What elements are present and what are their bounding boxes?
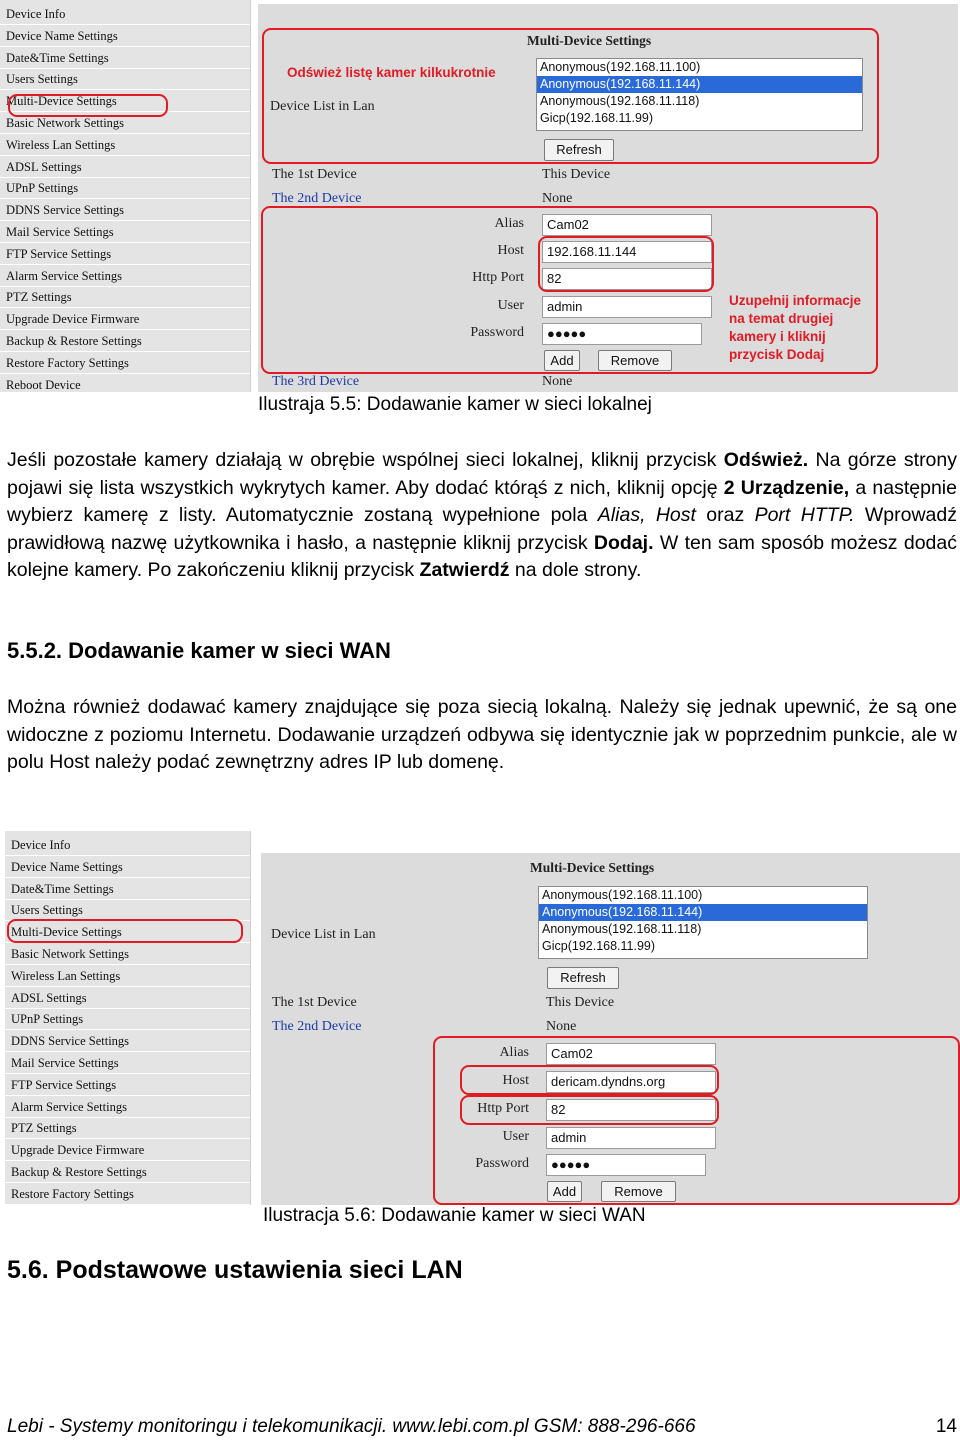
menu-item[interactable]: Mail Service Settings	[0, 222, 250, 243]
alias-label: Alias	[494, 216, 524, 231]
http-port-label: Http Port	[472, 270, 524, 285]
fill-in-note-line: przycisk Dodaj	[729, 347, 825, 362]
section-heading: 5.6. Podstawowe ustawienia sieci LAN	[7, 1256, 463, 1284]
host-highlight	[460, 1065, 719, 1095]
menu-item[interactable]: UPnP Settings	[5, 1009, 250, 1030]
menu-item[interactable]: DDNS Service Settings	[0, 200, 250, 221]
italic-run: Port HTTP.	[754, 504, 855, 526]
menu-item[interactable]: UPnP Settings	[0, 178, 250, 199]
remove-button[interactable]: Remove	[598, 350, 672, 371]
menu-highlight	[8, 94, 168, 117]
text-run: W ten sam sposób możesz dodać kolejne kamery. Po zakończeniu kliknij przycisk	[7, 531, 957, 581]
second-device-value: None	[542, 191, 573, 206]
menu-item[interactable]: Upgrade Device Firmware	[5, 1140, 250, 1161]
menu-highlight	[7, 919, 243, 943]
settings-menu	[5, 831, 251, 1205]
device-list-item[interactable]: Anonymous(192.168.11.144)	[539, 904, 867, 921]
second-device-value: None	[546, 1019, 577, 1034]
device-list-item[interactable]: Anonymous(192.168.11.144)	[537, 76, 862, 93]
page-number: 14	[935, 1416, 957, 1437]
page-footer: Lebi - Systemy monitoringu i telekomunikacji. www.lebi.com.pl GSM: 888-296-666	[7, 1416, 696, 1437]
first-device-label: The 1st Device	[272, 995, 357, 1010]
menu-item[interactable]: Basic Network Settings	[0, 113, 250, 134]
bold-run: 2 Urządzenie,	[723, 476, 850, 499]
menu-item[interactable]: Mail Service Settings	[5, 1053, 250, 1074]
figure-caption: Ilustraja 5.5: Dodawanie kamer w sieci lokalnej	[258, 394, 652, 415]
device-list-label: Device List in Lan	[271, 927, 376, 942]
refresh-button[interactable]: Refresh	[547, 967, 619, 989]
bold-run: Dodaj.	[593, 531, 654, 554]
menu-item[interactable]: Alarm Service Settings	[0, 266, 250, 287]
body-paragraph	[7, 447, 957, 585]
menu-item[interactable]: Upgrade Device Firmware	[0, 309, 250, 330]
http-port-field[interactable]: 82	[546, 1099, 716, 1121]
alias-label: Alias	[499, 1045, 529, 1060]
alias-field[interactable]: Cam02	[542, 214, 712, 236]
add-button[interactable]: Add	[547, 1181, 582, 1202]
menu-item[interactable]: Alarm Service Settings	[5, 1097, 250, 1118]
text-run: Wprowadź prawidłową nazwę użytkownika i hasło, a następnie kliknij przycisk	[7, 504, 957, 554]
text-run: na dole strony.	[509, 559, 642, 581]
fill-in-note-line: na temat drugiej	[729, 311, 834, 326]
menu-item[interactable]: Restore Factory Settings	[5, 1184, 250, 1205]
user-field[interactable]: admin	[546, 1127, 716, 1149]
http-port-field[interactable]: 82	[542, 268, 712, 290]
host-field[interactable]: 192.168.11.144	[542, 241, 712, 263]
remove-button[interactable]: Remove	[601, 1181, 676, 1202]
bold-run: Zatwierdź	[419, 559, 510, 581]
host-field[interactable]: dericam.dyndns.org	[546, 1071, 716, 1093]
figure-lan-screenshot	[0, 0, 960, 392]
user-field[interactable]: admin	[542, 296, 712, 318]
device-list-item[interactable]: Anonymous(192.168.11.100)	[542, 888, 703, 902]
menu-item[interactable]: Date&Time Settings	[0, 48, 250, 69]
refresh-note: Odśwież listę kamer kilkukrotnie	[287, 65, 496, 80]
settings-menu	[0, 0, 251, 392]
first-device-value: This Device	[542, 167, 611, 182]
menu-item[interactable]: Multi-Device Settings	[0, 91, 250, 112]
password-label: Password	[470, 325, 524, 340]
first-device-label: The 1st Device	[272, 167, 357, 182]
menu-item[interactable]: Backup & Restore Settings	[0, 331, 250, 352]
menu-item[interactable]: Backup & Restore Settings	[5, 1162, 250, 1183]
host-label: Host	[502, 1073, 529, 1088]
device-list-item[interactable]: Gicp(192.168.11.99)	[542, 939, 656, 953]
section-heading: 5.5.2. Dodawanie kamer w sieci WAN	[7, 638, 391, 663]
text-run: Na górze strony pojawi się lista wszystkich wykrytych kamer. Aby dodać którąś z nich, kliknij opcję	[7, 449, 957, 499]
menu-item[interactable]: Restore Factory Settings	[0, 353, 250, 374]
body-paragraph: Można również dodawać kamery znajdujące się poza siecią lokalną. Należy się jednak upewnić, że są one widoczne z poziomu Internetu. Dodawanie urządzeń odbywa się identycznie jak w poprzednim punkcie, ale w polu Host należy podać zewnętrzny adres IP lub domenę.	[7, 696, 957, 773]
alias-field[interactable]: Cam02	[546, 1043, 716, 1065]
panel-title: Multi-Device Settings	[527, 33, 652, 48]
menu-item[interactable]: Users Settings	[5, 900, 250, 921]
menu-item[interactable]: PTZ Settings	[0, 287, 250, 308]
host-label: Host	[497, 243, 524, 258]
menu-item[interactable]: Wireless Lan Settings	[5, 966, 250, 987]
menu-item[interactable]: Device Info	[5, 835, 250, 856]
menu-item[interactable]: Wireless Lan Settings	[0, 135, 250, 156]
user-label: User	[502, 1129, 529, 1144]
device-list-item[interactable]: Gicp(192.168.11.99)	[540, 111, 654, 125]
device-list-item[interactable]: Anonymous(192.168.11.100)	[540, 60, 701, 74]
menu-item[interactable]: Basic Network Settings	[5, 944, 250, 965]
third-device-value: None	[542, 374, 573, 389]
bold-run: Odśwież.	[723, 449, 809, 471]
password-label: Password	[475, 1156, 529, 1171]
first-device-value: This Device	[546, 995, 615, 1010]
http-port-label: Http Port	[477, 1101, 529, 1116]
menu-item[interactable]: ADSL Settings	[5, 988, 250, 1009]
device-list-item[interactable]: Anonymous(192.168.11.118)	[542, 922, 702, 936]
device-list[interactable]	[536, 58, 863, 131]
fill-in-note-line: Uzupełnij informacje	[729, 293, 862, 308]
text-run: oraz	[695, 504, 755, 526]
italic-run: Alias, Host	[597, 504, 696, 526]
device-list-item[interactable]: Anonymous(192.168.11.118)	[540, 94, 700, 108]
text-run: a następnie wybierz kamerę z listy. Automatycznie zostaną wypełnione pola	[7, 476, 957, 526]
text-run: Jeśli pozostałe kamery działają w obrębie wspólnej sieci lokalnej, kliknij przycisk	[7, 449, 724, 471]
third-device-tab[interactable]: The 3rd Device	[272, 374, 360, 389]
menu-item[interactable]: Device Name Settings	[5, 857, 250, 878]
http-port-highlight	[460, 1095, 719, 1125]
second-device-tab[interactable]: The 2nd Device	[272, 191, 362, 206]
menu-item[interactable]: PTZ Settings	[5, 1118, 250, 1139]
fill-in-note	[729, 292, 861, 364]
password-field[interactable]: ●●●●●	[546, 1154, 706, 1176]
figure-caption: Ilustracja 5.6: Dodawanie kamer w sieci WAN	[263, 1205, 646, 1226]
menu-item[interactable]: Users Settings	[0, 69, 250, 90]
menu-item[interactable]: Multi-Device Settings	[5, 922, 250, 943]
figure-wan-screenshot	[5, 831, 960, 1205]
menu-item[interactable]: FTP Service Settings	[0, 244, 250, 265]
add-button[interactable]: Add	[544, 350, 580, 371]
menu-item[interactable]: Date&Time Settings	[5, 879, 250, 900]
user-label: User	[497, 298, 524, 313]
device-list-label: Device List in Lan	[270, 99, 375, 114]
second-device-tab[interactable]: The 2nd Device	[272, 1019, 362, 1034]
refresh-button[interactable]: Refresh	[544, 139, 614, 161]
menu-item[interactable]: Device Name Settings	[0, 26, 250, 47]
menu-item[interactable]: Reboot Device	[0, 375, 250, 396]
menu-item[interactable]: Device Info	[0, 4, 250, 25]
password-field[interactable]: ●●●●●	[542, 323, 702, 345]
fill-in-note-line: kamery i kliknij	[729, 329, 826, 344]
device-list[interactable]	[538, 886, 868, 959]
menu-item[interactable]: FTP Service Settings	[5, 1075, 250, 1096]
menu-item[interactable]: ADSL Settings	[0, 157, 250, 178]
menu-item[interactable]: DDNS Service Settings	[5, 1031, 250, 1052]
panel-title: Multi-Device Settings	[530, 860, 655, 875]
